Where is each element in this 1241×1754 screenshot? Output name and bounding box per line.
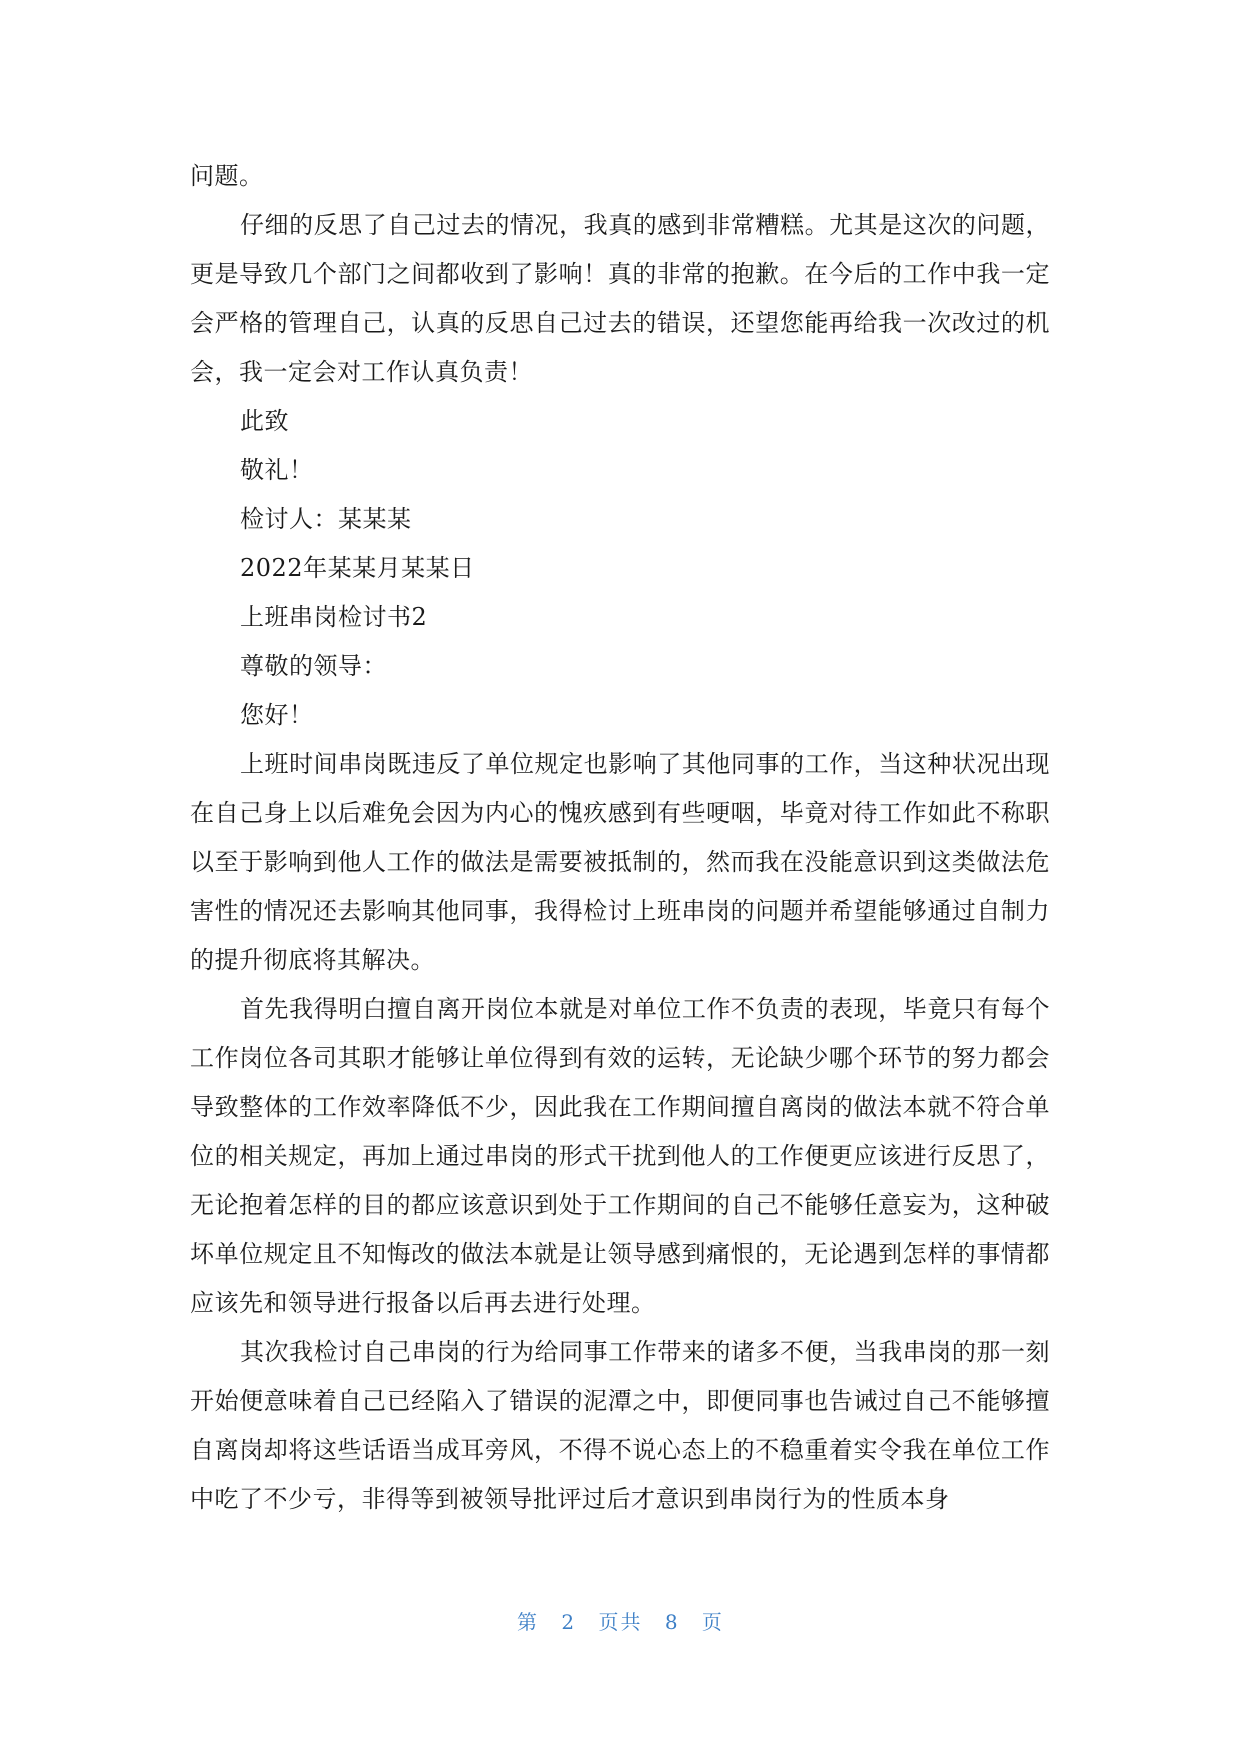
salutation: 尊敬的领导： [240, 652, 387, 680]
date-line: 2022年某某月某某日 [240, 554, 475, 582]
closing-line-1: 此致 [240, 407, 289, 435]
paragraph-2: 仔细的反思了自己过去的情况，我真的感到非常糟糕。尤其是这次的问题，更是导致几个部门之间都收到了影响！真的非常的抱歉。在今后的工作中我一定会严格的管理自己，认真的反思自己过去的错误，还望您能再给我一次改过的机会，我一定会对工作认真负责！ [190, 211, 1050, 386]
signature-line: 检讨人：某某某 [240, 505, 412, 533]
closing-line-2: 敬礼！ [240, 456, 314, 484]
document-body [190, 152, 1050, 1524]
page-number-footer: 第 2 页共 8 页 [517, 1610, 724, 1634]
paragraph-3: 上班时间串岗既违反了单位规定也影响了其他同事的工作，当这种状况出现在自己身上以后难免会因为内心的愧疚感到有些哽咽，毕竟对待工作如此不称职以至于影响到他人工作的做法是需要被抵制的，然而我在没能意识到这类做法危害性的情况还去影响其他同事，我得检讨上班串岗的问题并希望能够通过自制力的提升彻底将其解决。 [190, 750, 1050, 974]
greeting: 您好！ [240, 701, 314, 729]
section-title: 上班串岗检讨书2 [240, 603, 428, 631]
paragraph-1: 问题。 [190, 162, 264, 190]
paragraph-4: 首先我得明白擅自离开岗位本就是对单位工作不负责的表现，毕竟只有每个工作岗位各司其职才能够让单位得到有效的运转，无论缺少哪个环节的努力都会导致整体的工作效率降低不少，因此我在工作期间擅自离岗的做法本就不符合单位的相关规定，再加上通过串岗的形式干扰到他人的工作便更应该进行反思了，无论抱着怎样的目的都应该意识到处于工作期间的自己不能够任意妄为，这种破坏单位规定且不知悔改的做法本就是让领导感到痛恨的，无论遇到怎样的事情都应该先和领导进行报备以后再去进行处理。 [190, 995, 1050, 1317]
paragraph-5: 其次我检讨自己串岗的行为给同事工作带来的诸多不便，当我串岗的那一刻开始便意味着自己已经陷入了错误的泥潭之中，即便同事也告诫过自己不能够擅自离岗却将这些话语当成耳旁风，不得不说心态上的不稳重着实令我在单位工作中吃了不少亏，非得等到被领导批评过后才意识到串岗行为的性质本身 [190, 1338, 1050, 1513]
